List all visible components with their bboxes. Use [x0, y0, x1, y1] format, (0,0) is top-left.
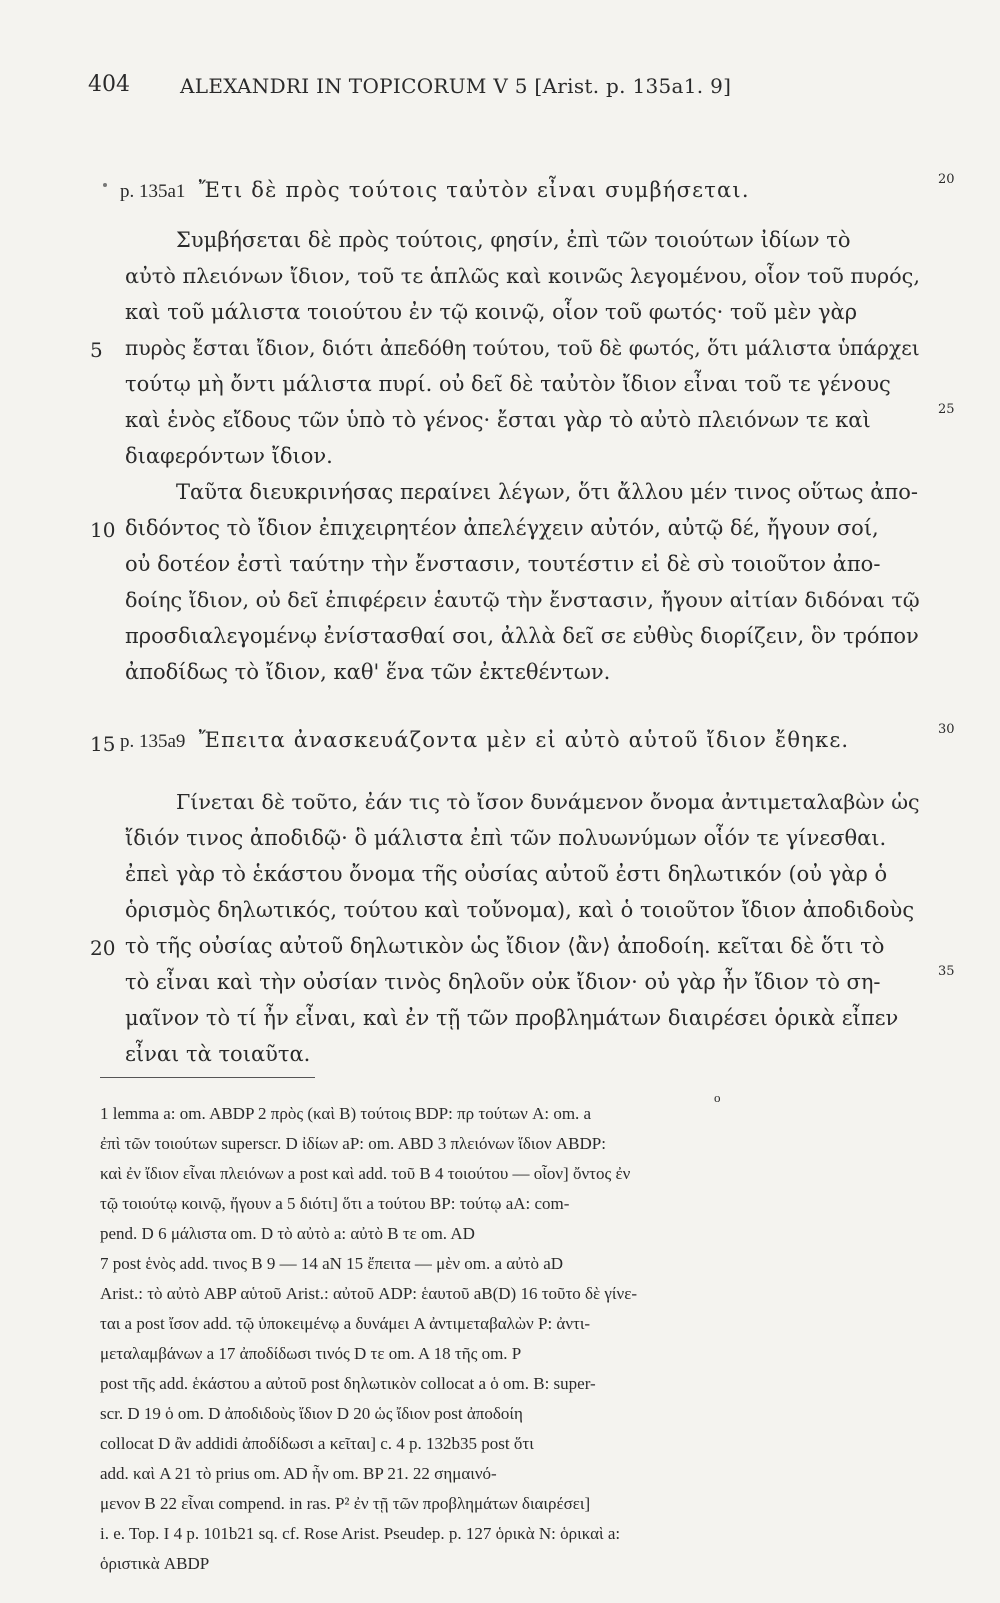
- apparatus-line: ται a post ἴσον add. τῷ ὑποκειμένῳ a δυνάμει A ἀντιμεταβαλὼν P: ἀντι-: [100, 1314, 591, 1333]
- apparatus-line: 1 lemma a: om. ABDP 2 πρὸς (καὶ B) τούτοις BDP: πρ τούτων A: om. a: [100, 1104, 592, 1123]
- apparatus-line: pend. D 6 μάλιστα om. D τὸ αὐτὸ a: αὐτὸ B τε om. AD: [100, 1224, 475, 1243]
- apparatus-line: i. e. Top. I 4 p. 101b21 sq. cf. Rose Arist. Pseudep. p. 127 ὁρικὰ N: ὁρικαὶ a:: [100, 1524, 621, 1543]
- text-line: καὶ ἑνὸς εἴδους τῶν ὑπὸ τὸ γένος· ἔσται γὰρ τὸ αὐτὸ πλειόνων τε καὶ: [125, 408, 871, 432]
- apparatus-line: τῷ τοιούτῳ κοινῷ, ἤγουν a 5 διότι] ὅτι a τούτου BP: τούτῳ aA: com-: [100, 1194, 570, 1213]
- text-line: ἐπεὶ γὰρ τὸ ἑκάστου ὄνομα τῆς οὐσίας αὐτοῦ ἐστι δηλωτικόν (οὐ γὰρ ὁ: [125, 862, 888, 886]
- apparatus-line: post τῆς add. ἑκάστου a αὐτοῦ post δηλωτικὸν collocat a ὁ om. B: super-: [100, 1374, 596, 1393]
- apparatus-line: μενον B 22 εἶναι compend. in ras. P² ἐν τῇ τῶν προβλημάτων διαιρέσει]: [100, 1494, 591, 1513]
- lemma-ref: p. 135a9: [120, 731, 186, 752]
- text-line: μαῖνον τὸ τί ἦν εἶναι, καὶ ἐν τῇ τῶν προβλημάτων διαιρέσει ὁρικὰ εἶπεν: [125, 1006, 899, 1030]
- text-line: ὁρισμὸς δηλωτικός, τούτου καὶ τοὔνομα), καὶ ὁ τοιοῦτον ἴδιον ἀποδιδοὺς: [125, 898, 915, 922]
- text-line: διδόντος τὸ ἴδιον ἐπιχειρητέον ἀπελέγχειν αὐτόν, αὐτῷ δέ, ἤγουν σοί,: [125, 516, 879, 540]
- text-line: Ταῦτα διευκρινήσας περαίνει λέγων, ὅτι ἄλλου μέν τινος οὕτως ἀπο-: [176, 480, 918, 504]
- text-line: καὶ τοῦ μάλιστα τοιούτου ἐν τῷ κοινῷ, οἷον τοῦ φωτός· τοῦ μὲν γὰρ: [125, 300, 858, 324]
- apparatus-line: 7 post ἑνὸς add. τινος B 9 — 14 aN 15 ἔπειτα — μὲν om. a αὐτὸ aD: [100, 1254, 564, 1273]
- text-line: διαφερόντων ἴδιον.: [125, 444, 333, 468]
- page-number: 404: [88, 72, 130, 97]
- text-line: δοίης ἴδιον, οὐ δεῖ ἐπιφέρειν ἑαυτῷ τὴν ἔνστασιν, ἤγουν αἰτίαν διδόναι τῷ: [125, 588, 920, 612]
- apparatus-line: ἐπὶ τῶν τοιούτων superscr. D ἰδίων aP: om. ABD 3 πλειόνων ἴδιον ABDP:: [100, 1134, 606, 1153]
- margin-number: 25: [938, 402, 955, 417]
- text-line: τὸ εἶναι καὶ τὴν οὐσίαν τινὸς δηλοῦν οὐκ ἴδιον· οὐ γὰρ ἦν ἴδιον τὸ ση-: [125, 970, 881, 994]
- text-line: οὐ δοτέον ἐστὶ ταύτην τὴν ἔνστασιν, τουτέστιν εἰ δὲ σὺ τοιοῦτον ἀπο-: [125, 552, 881, 576]
- line-number: 5: [90, 338, 103, 362]
- margin-number: 35: [938, 964, 955, 979]
- text-line: τούτῳ μὴ ὄντι μάλιστα πυρί. οὐ δεῖ δὲ ταὐτὸν ἴδιον εἶναι τοῦ τε γένους: [125, 372, 891, 396]
- line-number: 10: [90, 518, 116, 542]
- apparatus-line: μεταλαμβάνων a 17 ἀποδίδωσι τινός D τε om. A 18 τῆς om. P: [100, 1344, 522, 1363]
- margin-number: 20: [938, 172, 955, 187]
- text-line: τὸ τῆς οὐσίας αὐτοῦ δηλωτικὸν ὡς ἴδιον ⟨ἂν⟩ ἀποδοίη. κεῖται δὲ ὅτι τὸ: [125, 934, 885, 958]
- lemma-2: [120, 728, 849, 753]
- text-line: Συμβήσεται δὲ πρὸς τούτοις, φησίν, ἐπὶ τῶν τοιούτων ἰδίων τὸ: [176, 228, 851, 252]
- apparatus-line: καὶ ἐν ἴδιον εἶναι πλειόνων a post καὶ add. τοῦ B 4 τοιούτου — οἷον] ὄντος ἐν: [100, 1164, 631, 1183]
- line-number: 15: [90, 732, 116, 756]
- text-line: πυρὸς ἔσται ἴδιον, διότι ἀπεδόθη τούτου, τοῦ δὲ φωτός, ὅτι μάλιστα ὑπάρχει: [125, 336, 920, 360]
- apparatus-superscript: ο: [714, 1090, 721, 1105]
- apparatus-line: add. καὶ A 21 τὸ prius om. AD ἦν om. BP 21. 22 σημαινό-: [100, 1464, 497, 1483]
- line-number: 20: [90, 936, 116, 960]
- margin-number: 30: [938, 722, 955, 737]
- running-title: ALEXANDRI IN TOPICORUM V 5 [Arist. p. 135a1. 9]: [180, 74, 732, 98]
- lemma-1: [120, 178, 750, 203]
- apparatus-line: scr. D 19 ὁ om. D ἀποδιδοὺς ἴδιον D 20 ὡς ἴδιον post ἀποδοίη: [100, 1404, 523, 1423]
- margin-mark: [103, 183, 107, 187]
- apparatus-line: Arist.: τὸ αὐτὸ ABP αὑτοῦ Arist.: αὐτοῦ ADP: ἑαυτοῦ aB(D) 16 τοῦτο δὲ γίνε-: [100, 1284, 637, 1303]
- lemma-ref: p. 135a1: [120, 181, 186, 202]
- apparatus-rule: [100, 1077, 315, 1078]
- text-line: εἶναι τὰ τοιαῦτα.: [125, 1042, 311, 1066]
- text-line: Γίνεται δὲ τοῦτο, ἐάν τις τὸ ἴσον δυνάμενον ὄνομα ἀντιμεταλαβὼν ὡς: [176, 790, 920, 814]
- apparatus-line: collocat D ἂν addidi ἀποδίδωσι a κεῖται] c. 4 p. 132b35 post ὅτι: [100, 1434, 534, 1453]
- apparatus-line: ὁριστικὰ ABDP: [100, 1554, 210, 1573]
- text-line: ἀποδίδως τὸ ἴδιον, καθ' ἕνα τῶν ἐκτεθέντων.: [125, 660, 611, 684]
- text-line: προσδιαλεγομένῳ ἐνίστασθαί σοι, ἀλλὰ δεῖ σε εὐθὺς διορίζειν, ὃν τρόπον: [125, 624, 919, 648]
- text-line: αὐτὸ πλειόνων ἴδιον, τοῦ τε ἁπλῶς καὶ κοινῶς λεγομένου, οἷον τοῦ πυρός,: [125, 264, 920, 288]
- text-line: ἴδιόν τινος ἀποδιδῷ· ὃ μάλιστα ἐπὶ τῶν πολυωνύμων οἷόν τε γίνεσθαι.: [125, 826, 887, 850]
- lemma-text: Ἔπειτα ἀνασκευάζοντα μὲν εἰ αὐτὸ αὑτοῦ ἴδιον ἔθηκε.: [198, 728, 850, 752]
- lemma-text: Ἔτι δὲ πρὸς τούτοις ταὐτὸν εἶναι συμβήσεται.: [198, 178, 750, 202]
